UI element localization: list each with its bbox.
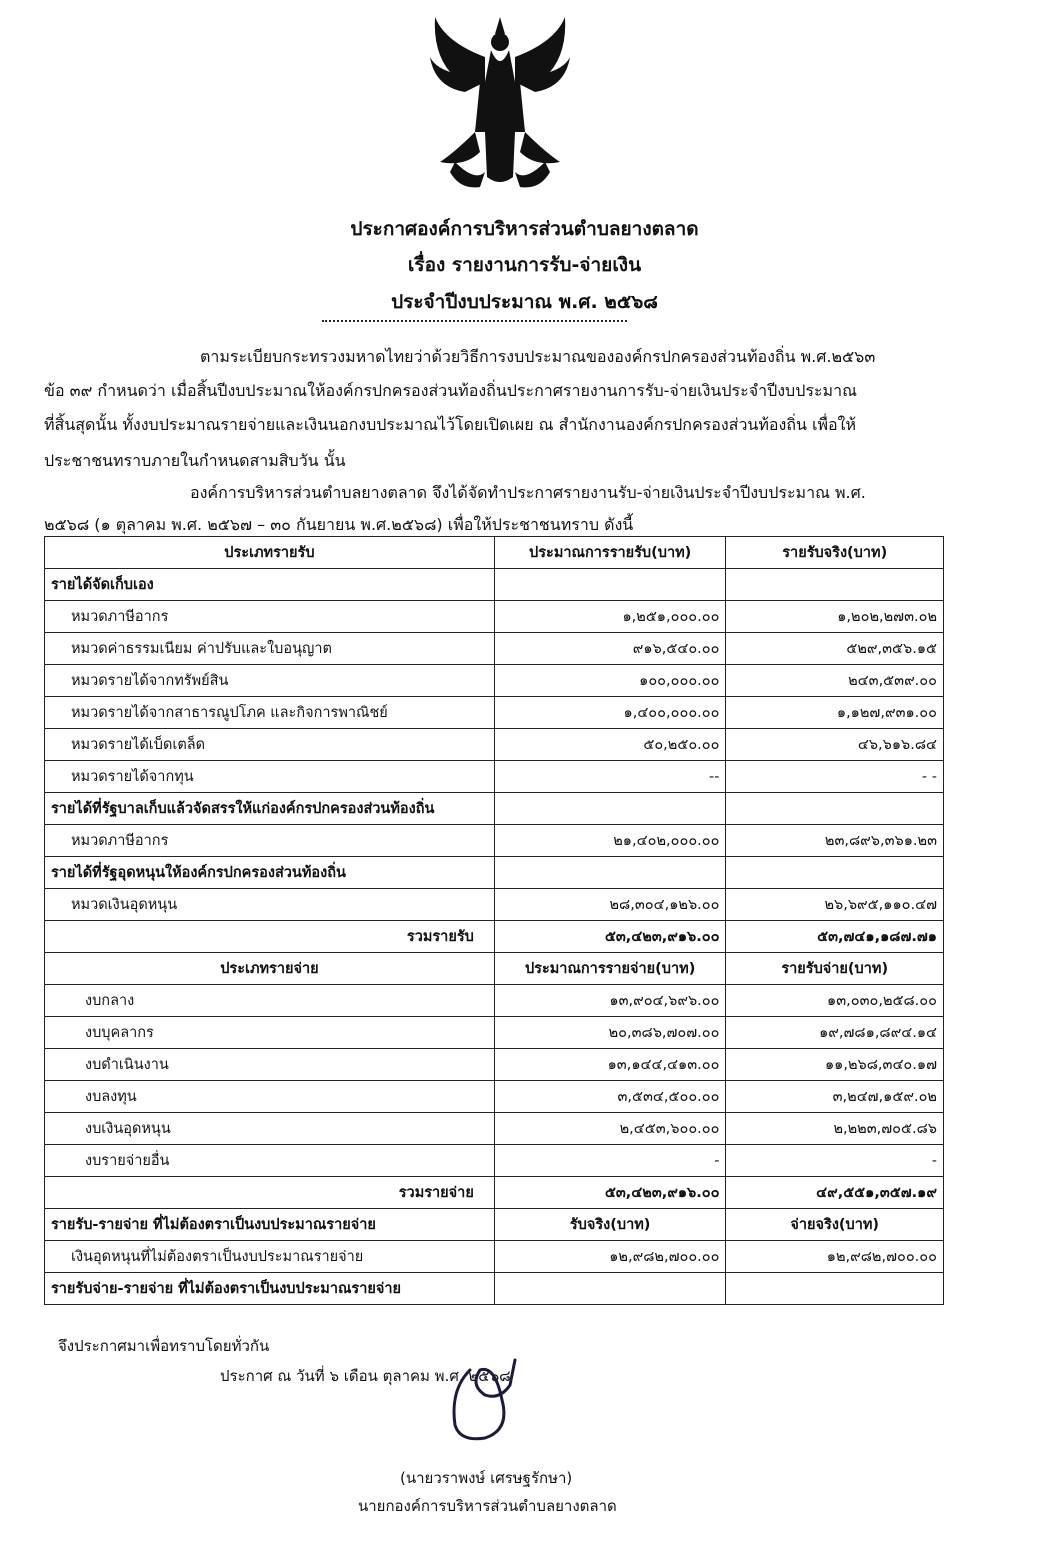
row-label: เงินอุดหนุนที่ไม่ต้องตราเป็นงบประมาณรายจ่าย [45,1241,495,1273]
table-row [45,601,944,633]
actual-cell: - - [726,761,944,793]
actual-total: ๔๙,๕๕๑,๓๕๗.๑๙ [726,1177,944,1209]
header-cell: ประเภทรายรับ [45,537,495,569]
group-row [45,857,944,889]
estimate-cell: ๓,๕๓๔,๕๐๐.๐๐ [494,1081,726,1113]
estimate-cell: ๕๐,๒๕๐.๐๐ [494,729,726,761]
estimate-cell: ๑๓,๑๔๔,๔๑๓.๐๐ [494,1049,726,1081]
row-label: งบเงินอุดหนุน [45,1113,495,1145]
actual-cell: ๑๑,๒๖๘,๓๔๐.๑๗ [726,1049,944,1081]
group-label: รายได้จัดเก็บเอง [45,569,495,601]
actual-total: ๕๓,๗๔๑,๑๘๗.๗๑ [726,921,944,953]
table-row [45,1273,944,1305]
row-label: งบลงทุน [45,1081,495,1113]
actual-cell: ๒,๒๒๓,๗๐๕.๘๖ [726,1113,944,1145]
table-row [45,761,944,793]
estimate-cell: ๒๐,๓๘๖,๗๐๗.๐๐ [494,1017,726,1049]
estimate-cell: ๙๑๖,๕๔๐.๐๐ [494,633,726,665]
estimate-total: ๕๓,๔๒๓,๙๑๖.๐๐ [494,921,726,953]
total-label: รวมรายจ่าย [45,1177,495,1209]
group-label: รายได้ที่รัฐบาลเก็บแล้วจัดสรรให้แก่องค์กรปกครองส่วนท้องถิ่น [45,793,495,825]
announcement-subject: เรื่อง รายงานการรับ-จ่ายเงิน [407,254,642,276]
group-row [45,793,944,825]
header-cell: จ่ายจริง(บาท) [726,1209,944,1241]
group-label: รายได้ที่รัฐอุดหนุนให้องค์กรปกครองส่วนท้องถิ่น [45,857,495,889]
expense-header-row [45,953,944,985]
row-label: รายรับจ่าย-รายจ่าย ที่ไม่ต้องตราเป็นงบประมาณรายจ่าย [45,1273,495,1305]
actual-cell: ๓,๒๔๗,๑๕๙.๐๒ [726,1081,944,1113]
header-cell: รายรับจ่าย(บาท) [726,953,944,985]
estimate-cell: ๒๘,๓๐๔,๑๒๖.๐๐ [494,889,726,921]
total-label: รวมรายรับ [45,921,495,953]
row-label: หมวดรายได้เบ็ดเตล็ด [45,729,495,761]
actual-cell: ๔๖,๖๑๖.๘๔ [726,729,944,761]
header-cell: ประมาณการรายรับ(บาท) [494,537,726,569]
row-label: หมวดภาษีอากร [45,825,495,857]
received-cell: ๑๒,๙๘๒,๗๐๐.๐๐ [494,1241,726,1273]
row-label: หมวดรายได้จากทุน [45,761,495,793]
actual-cell: ๑,๑๒๗,๙๓๑.๐๐ [726,697,944,729]
estimate-cell: ๑,๔๐๐,๐๐๐.๐๐ [494,697,726,729]
income-expense-table [44,536,944,1305]
intro-line-4: ประชาชนทราบภายในกำหนดสามสิบวัน นั้น [44,451,346,470]
header-cell: รับจริง(บาท) [494,1209,726,1241]
actual-cell: ๒๓,๘๙๖,๓๖๑.๒๓ [726,825,944,857]
table-row [45,1241,944,1273]
signer-name: (นายวราพงษ์ เศรษฐรักษา) [400,1469,573,1487]
actual-cell: ๒๖,๖๙๕,๑๑๐.๔๗ [726,889,944,921]
estimate-cell: -- [494,761,726,793]
header-cell: ประมาณการรายจ่าย(บาท) [494,953,726,985]
table-row [45,729,944,761]
intro-line-1: ตามระเบียบกระทรวงมหาดไทยว่าด้วยวิธีการงบประมาณขององค์กรปกครองส่วนท้องถิ่น พ.ศ.๒๕๖๓ [200,347,876,366]
income-total-row [45,921,944,953]
table-row [45,697,944,729]
row-label: หมวดภาษีอากร [45,601,495,633]
paid-cell: ๑๒,๙๘๒,๗๐๐.๐๐ [726,1241,944,1273]
header-cell: ประเภทรายจ่าย [45,953,495,985]
row-label: หมวดเงินอุดหนุน [45,889,495,921]
estimate-cell: ๒,๔๕๓,๖๐๐.๐๐ [494,1113,726,1145]
income-header-row [45,537,944,569]
offbudget-header-row [45,1209,944,1241]
table-row [45,1145,944,1177]
table-row [45,1049,944,1081]
actual-cell: ๑๓,๐๓๐,๒๕๘.๐๐ [726,985,944,1017]
estimate-cell: ๑,๒๕๑,๐๐๐.๐๐ [494,601,726,633]
estimate-cell: ๒๑,๔๐๒,๐๐๐.๐๐ [494,825,726,857]
table-row [45,1113,944,1145]
estimate-cell: ๑๓,๙๐๔,๖๙๖.๐๐ [494,985,726,1017]
announcement-title: ประกาศองค์การบริหารส่วนตำบลยางตลาด [350,218,699,240]
actual-cell: ๒๔๓,๕๓๙.๐๐ [726,665,944,697]
table-row [45,985,944,1017]
dotted-divider [322,320,627,322]
intro-line-6: ๒๕๖๘ (๑ ตุลาคม พ.ศ. ๒๕๖๗ – ๓๐ กันยายน พ.ศ.๒๕๖๘) เพื่อให้ประชาชนทราบ ดังนี้ [44,515,634,534]
intro-line-2: ข้อ ๓๙ กำหนดว่า เมื่อสิ้นปีงบประมาณให้องค์กรปกครองส่วนท้องถิ่นประกาศรายงานการรับ-จ่ายเงินประจำปีงบประมาณ [44,381,857,400]
table-row [45,889,944,921]
row-label: หมวดค่าธรรมเนียม ค่าปรับและใบอนุญาต [45,633,495,665]
header-cell: รายรับ-รายจ่าย ที่ไม่ต้องตราเป็นงบประมาณรายจ่าย [45,1209,495,1241]
estimate-cell: ๑๐๐,๐๐๐.๐๐ [494,665,726,697]
actual-cell: ๑,๒๐๒,๒๗๓.๐๒ [726,601,944,633]
garuda-emblem-icon [425,12,575,192]
announce-date: ประกาศ ณ วันที่ ๖ เดือน ตุลาคม พ.ศ. ๒๕๖๘ [220,1367,511,1385]
estimate-total: ๕๓,๔๒๓,๙๑๖.๐๐ [494,1177,726,1209]
intro-line-5: องค์การบริหารส่วนตำบลยางตลาด จึงได้จัดทำประกาศรายงานรับ-จ่ายเงินประจำปีงบประมาณ พ.ศ. [190,483,866,502]
actual-cell: ๑๙,๗๘๑,๘๙๔.๑๔ [726,1017,944,1049]
header-cell: รายรับจริง(บาท) [726,537,944,569]
row-label: งบกลาง [45,985,495,1017]
actual-cell: - [726,1145,944,1177]
row-label: หมวดรายได้จากทรัพย์สิน [45,665,495,697]
table-row [45,825,944,857]
table-row [45,1017,944,1049]
row-label: หมวดรายได้จากสาธารณูปโภค และกิจการพาณิชย์ [45,697,495,729]
table-row [45,633,944,665]
expense-total-row [45,1177,944,1209]
fiscal-year-title: ประจำปีงบประมาณ พ.ศ. ๒๕๖๘ [391,291,658,313]
row-label: งบรายจ่ายอื่น [45,1145,495,1177]
announce-statement: จึงประกาศมาเพื่อทราบโดยทั่วกัน [58,1337,270,1355]
row-label: งบบุคลากร [45,1017,495,1049]
table-row [45,1081,944,1113]
table-row [45,665,944,697]
estimate-cell: - [494,1145,726,1177]
group-row [45,569,944,601]
intro-line-3: ที่สิ้นสุดนั้น ทั้งงบประมาณรายจ่ายและเงินนอกงบประมาณไว้โดยเปิดเผย ณ สำนักงานองค์กรปกครองส่วนท้องถิ่น เพื่อให้ [44,415,857,434]
signature [440,1330,530,1450]
actual-cell: ๕๒๙,๓๕๖.๑๕ [726,633,944,665]
row-label: งบดำเนินงาน [45,1049,495,1081]
signer-title: นายกองค์การบริหารส่วนตำบลยางตลาด [358,1497,617,1515]
